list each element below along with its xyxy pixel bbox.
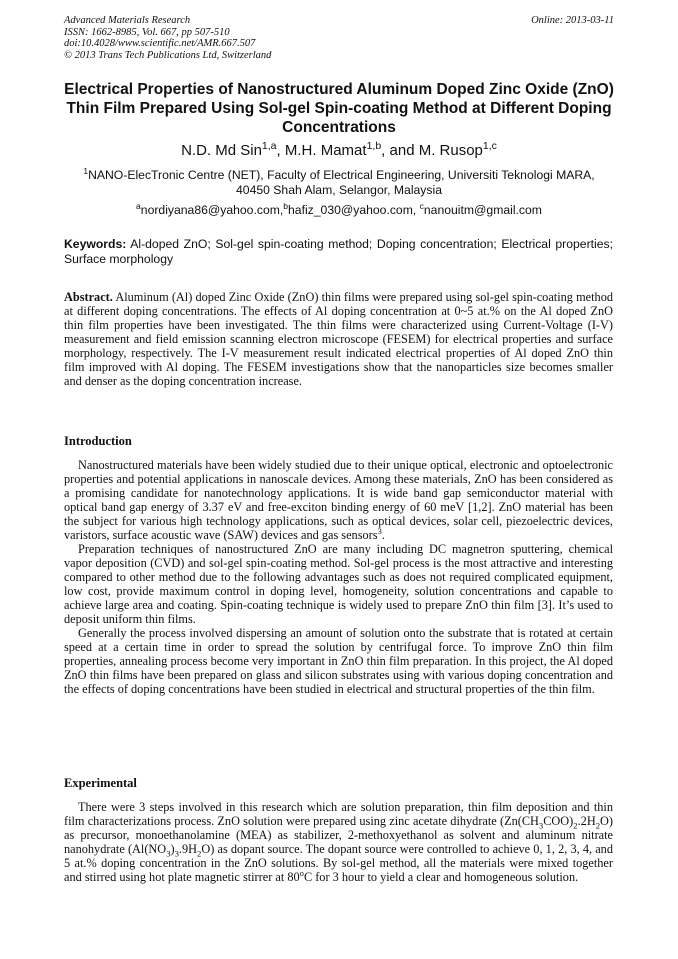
- author-name: M. Rusop: [418, 142, 483, 159]
- intro-paragraph: Generally the process involved dispersing an amount of solution onto the substrate that is rotated at certain speed at a certain time in order to spread the solution by centrifugal force. To improve ZnO thin film properties, annealing process become very important in ZnO thin film preparation. In this project, the Al doped ZnO thin films have been prepared on glass and silicon substrates using with various doping concentration and the effects of doping concentrations have been studied in electrical and structural properties of the thin film.: [64, 626, 613, 696]
- author-name: N.D. Md Sin: [181, 142, 262, 159]
- introduction-section: [64, 434, 613, 696]
- email-sup: b: [283, 200, 289, 211]
- subscript: 3: [538, 820, 544, 831]
- introduction-heading: Introduction: [64, 434, 132, 448]
- email: nordiyana86@yahoo.com,: [140, 203, 284, 217]
- author-sep: ,: [276, 142, 285, 159]
- intro-paragraph: [64, 458, 613, 542]
- affil-line2: 40450 Shah Alam, Selangor, Malaysia: [236, 183, 442, 197]
- author-sup: 1,b: [366, 140, 382, 152]
- author-name: M.H. Mamat: [284, 142, 367, 159]
- subscript: 3: [174, 848, 179, 859]
- experimental-heading: Experimental: [64, 776, 137, 790]
- text: O) as dopant source. The dopant source were controlled to achieve 0, 1, 2, 3, 4, and 5 at.% doping concentration in the ZnO solutions. By sol-gel method, all the materials were mixed together and stirred using hot plate magnetic stirrer at 80: [64, 842, 613, 884]
- email-sup: a: [136, 200, 141, 211]
- degree-sup: o: [299, 867, 304, 878]
- subscript: 2: [595, 820, 601, 831]
- intro-paragraph: Preparation techniques of nanostructured ZnO are many including DC magnetron sputtering, chemical vapor deposition (CVD) and sol-gel spin-coating method. Sol-gel process is the most attractive and interesting compared to other method due to the following advantages such as does not required complicated equipment, low cost, provide maximum control in doping level, homogeneity, solution concentrations and capable to achieve large area and coating. Spin-coating technique is widely used to prepare ZnO thin film [3]. It’s used to deposit uniform thin films.: [64, 542, 613, 626]
- keywords-text: Al-doped ZnO; Sol-gel spin-coating method; Doping concentration; Electrical properties; Surface morphology: [64, 237, 613, 266]
- affil-sup: 1: [83, 165, 89, 176]
- copyright: © 2013 Trans Tech Publications Ltd, Switzerland: [64, 49, 272, 61]
- email: hafiz_030@yahoo.com,: [288, 203, 417, 217]
- abstract-text: Aluminum (Al) doped Zinc Oxide (ZnO) thin films were prepared using sol-gel spin-coating method at different doping concentrations. The effects of Al doping concentration at 0~5 at.% on the Al doped ZnO thin film properties have been investigated. The thin films were characterized using Current-Voltage (I-V) measurement and field emission scanning electron microscope (FESEM) for electrical properties and surface morphology, respectively. The I-V measurement result indicated electrical properties of Al doped ZnO thin film improved with Al doping. The FESEM investigations show that the nanoparticles size becomes smaller and denser as the doping concentration increase.: [64, 290, 613, 388]
- abstract-label: Abstract.: [64, 290, 113, 304]
- keywords-label: Keywords:: [64, 237, 127, 251]
- author-sup: 1,c: [482, 140, 497, 152]
- text: Nanostructured materials have been widely studied due to their unique optical, electronic and optoelectronic properties and potential applications in nanoscale devices. Among these materials, ZnO has been considered as a promising candidate for nanotechnology applications. It is wide band gap semiconductor material with optical band gap energy of 3.37 eV and free-exciton binding energy of 60 meV [1,2]. ZnO material has been the subject for various high technology applications, such as optical devices, solar cell, piezoelectric devices, varistors, surface acoustic wave (SAW) devices and gas sensors: [64, 458, 613, 542]
- email-sup: c: [419, 200, 424, 211]
- text: COO): [543, 814, 574, 828]
- paper-title: Electrical Properties of Nanostructured Aluminum Doped Zinc Oxide (ZnO) Thin Film Prepared Using Sol-gel Spin-coating Method at Different Doping Concentrations: [64, 81, 614, 136]
- text: .: [381, 528, 385, 542]
- online-date: Online: 2013-03-11: [531, 15, 614, 26]
- abstract: [64, 290, 613, 388]
- subscript: 2: [573, 820, 578, 831]
- subscript: 3: [166, 848, 171, 859]
- text: C for 3 hour to yield a clear and homogeneous solution.: [303, 870, 579, 884]
- text: .9H: [178, 842, 198, 856]
- text: O) as precursor, monoethanolamine (MEA) as stabilizer, 2-methoxyethanol as solvent and aluminum nitrate nanohydrate (Al(NO: [64, 814, 613, 856]
- journal-header: [64, 15, 271, 61]
- journal-name: Advanced Materials Research: [64, 15, 191, 26]
- subscript: 2: [197, 848, 202, 859]
- author-sup: 1,a: [261, 140, 277, 152]
- experimental-section: [64, 776, 613, 884]
- text: ): [170, 842, 175, 856]
- text: There were 3 steps involved in this research which are solution preparation, thin film deposition and thin film characterizations process. ZnO solution were prepared using zinc acetate dihydrate (Zn(CH: [64, 800, 613, 828]
- issn: ISSN: 1662-8985, Vol. 667, pp 507-510: [64, 26, 230, 38]
- keywords: [64, 237, 613, 267]
- email: nanouitm@gmail.com: [423, 203, 542, 217]
- doi: doi:10.4028/www.scientific.net/AMR.667.507: [64, 38, 256, 49]
- emails: [60, 200, 618, 218]
- text: .2H: [577, 814, 596, 828]
- affil-line1: NANO-ElecTronic Centre (NET), Faculty of Electrical Engineering, Universiti Teknologi MARA,: [88, 168, 595, 182]
- experimental-paragraph: [64, 800, 613, 884]
- author-sep: , and: [381, 142, 419, 159]
- authors: [60, 142, 618, 160]
- affiliation: [60, 165, 618, 198]
- citation-sup: 3: [377, 525, 382, 536]
